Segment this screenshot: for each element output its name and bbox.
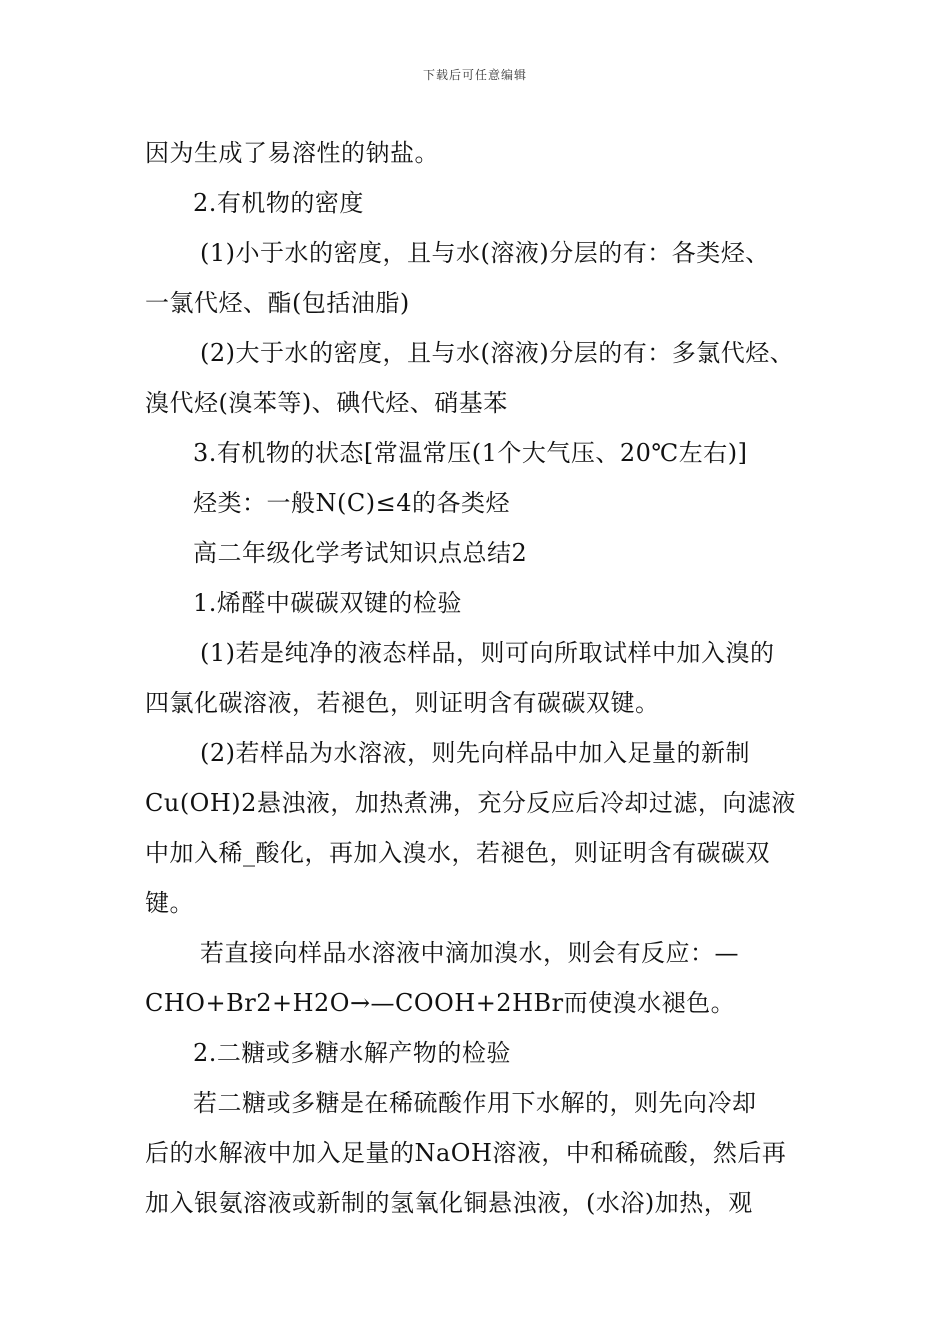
- paragraph-line: 后的水解液中加入足量的NaOH溶液，中和稀硫酸，然后再: [145, 1139, 787, 1167]
- paragraph-line: 烃类：一般N(C)≤4的各类烃: [193, 489, 510, 517]
- paragraph-line: (2)若样品为水溶液，则先向样品中加入足量的新制: [200, 739, 750, 767]
- section-heading: 2.有机物的密度: [193, 189, 364, 217]
- section-heading: 2.二糖或多糖水解产物的检验: [193, 1039, 511, 1067]
- section-heading: 3.有机物的状态[常温常压(1个大气压、20℃左右)]: [193, 439, 748, 467]
- paragraph-line: 四氯化碳溶液，若褪色，则证明含有碳碳双键。: [145, 689, 660, 717]
- paragraph-line: Cu(OH)2悬浊液，加热煮沸，充分反应后冷却过滤，向滤液: [145, 789, 796, 817]
- paragraph-line: 键。: [145, 889, 194, 917]
- paragraph-line: (1)若是纯净的液态样品，则可向所取试样中加入溴的: [200, 639, 775, 667]
- paragraph-line: 一氯代烃、酯(包括油脂): [145, 289, 410, 317]
- paragraph-line: 加入银氨溶液或新制的氢氧化铜悬浊液，(水浴)加热，观: [145, 1189, 753, 1217]
- document-title: 高二年级化学考试知识点总结2: [193, 539, 528, 567]
- paragraph-line: 溴代烃(溴苯等)、碘代烃、硝基苯: [145, 389, 508, 417]
- section-heading: 1.烯醛中碳碳双键的检验: [193, 589, 462, 617]
- document-body: [145, 128, 810, 1228]
- paragraph-line: (2)大于水的密度，且与水(溶液)分层的有：多氯代烃、: [200, 339, 795, 367]
- paragraph-line: 若直接向样品水溶液中滴加溴水，则会有反应：—: [200, 939, 739, 967]
- page-header: 下载后可任意编辑: [422, 68, 527, 82]
- paragraph-line: 因为生成了易溶性的钠盐。: [145, 139, 439, 167]
- paragraph-line: 中加入稀_酸化，再加入溴水，若褪色，则证明含有碳碳双: [145, 839, 770, 867]
- paragraph-line: CHO+Br2+H2O→—COOH+2HBr而使溴水褪色。: [145, 989, 736, 1017]
- paragraph-line: 若二糖或多糖是在稀硫酸作用下水解的，则先向冷却: [193, 1089, 757, 1117]
- paragraph-line: (1)小于水的密度，且与水(溶液)分层的有：各类烃、: [200, 239, 770, 267]
